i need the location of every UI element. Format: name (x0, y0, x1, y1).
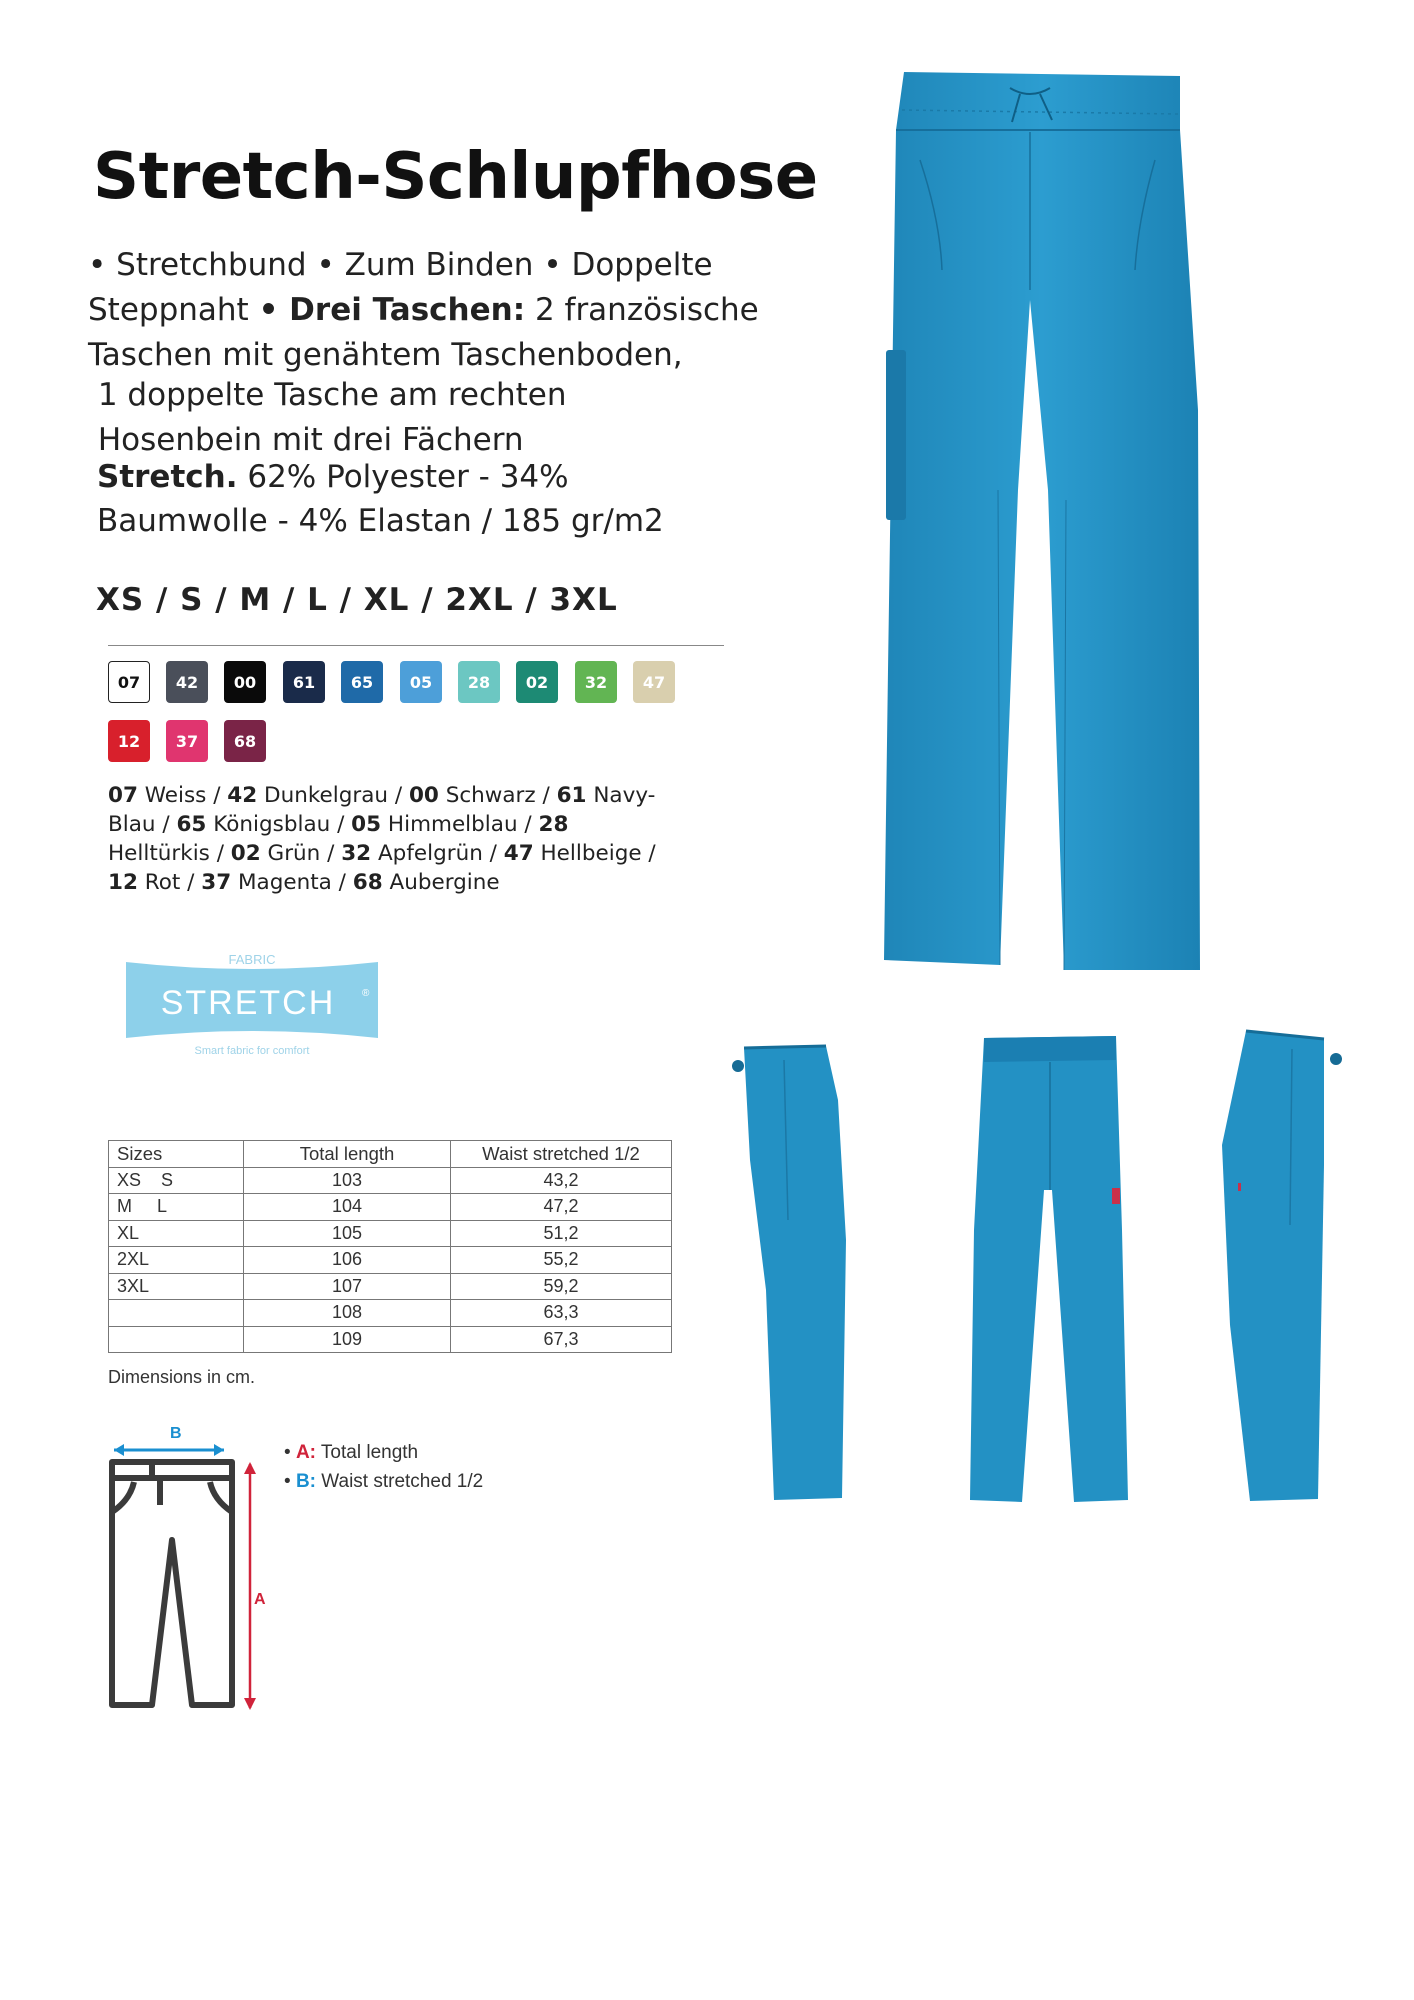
table-row (109, 1300, 672, 1327)
color-name: Königsblau / (206, 812, 352, 837)
description-line: Steppnaht • Drei Taschen: 2 französische (88, 292, 759, 328)
legend-item-a: • A: Total length (284, 1442, 419, 1463)
color-swatch: 12 (108, 720, 150, 762)
pants-outline-icon (112, 1462, 232, 1705)
color-swatch: 61 (283, 661, 325, 703)
table-cell: 55,2 (451, 1247, 672, 1274)
color-code: 61 (556, 783, 587, 808)
color-code: 28 (538, 812, 569, 837)
table-cell: 103 (244, 1167, 451, 1194)
description-line: 1 doppelte Tasche am rechten (88, 377, 567, 413)
product-image-side-right (1212, 1025, 1348, 1503)
table-cell: XL (109, 1220, 244, 1247)
color-name: Himmelblau / (381, 812, 539, 837)
logo-tagline: Smart fabric for comfort (194, 1045, 310, 1056)
color-swatch: 32 (575, 661, 617, 703)
color-code: 05 (351, 812, 382, 837)
color-name: Hellbeige / (533, 841, 656, 866)
divider (108, 645, 724, 646)
color-name: Schwarz / (438, 783, 557, 808)
color-name: Rot / (137, 870, 202, 895)
table-cell: 106 (244, 1247, 451, 1274)
table-cell: 63,3 (451, 1300, 672, 1327)
table-cell: 51,2 (451, 1220, 672, 1247)
table-cell: 43,2 (451, 1167, 672, 1194)
table-cell: 108 (244, 1300, 451, 1327)
table-row (109, 1220, 672, 1247)
color-swatch: 02 (516, 661, 558, 703)
product-image-front (880, 70, 1210, 970)
color-code: 68 (352, 870, 383, 895)
color-name: Weiss / (137, 783, 228, 808)
color-code: 32 (341, 841, 372, 866)
color-name: Aubergine (382, 870, 500, 895)
product-image-side-left (726, 1040, 856, 1502)
color-name: Helltürkis / (108, 841, 231, 866)
description-line: Baumwolle - 4% Elastan / 185 gr/m2 (97, 503, 664, 539)
description-line: Taschen mit genähtem Taschenboden, (88, 337, 683, 373)
table-header: Sizes (109, 1141, 244, 1168)
table-row (109, 1247, 672, 1274)
description-line: Hosenbein mit drei Fächern (88, 422, 524, 458)
color-code: 47 (503, 841, 534, 866)
description-line: • Stretchbund • Zum Binden • Doppelte (88, 247, 713, 283)
table-cell (109, 1300, 244, 1327)
table-header: Total length (244, 1141, 451, 1168)
color-swatch: 68 (224, 720, 266, 762)
label-b: B (170, 1425, 182, 1442)
color-swatch: 05 (400, 661, 442, 703)
size-table (108, 1140, 672, 1353)
label-a: A (254, 1591, 266, 1608)
table-row (109, 1194, 672, 1221)
table-cell: 2XL (109, 1247, 244, 1274)
color-name: Magenta / (231, 870, 353, 895)
color-swatch: 37 (166, 720, 208, 762)
stretch-fabric-logo (124, 948, 380, 1056)
measurement-diagram (100, 1420, 270, 1720)
sizes-list: XS / S / M / L / XL / 2XL / 3XL (96, 582, 618, 618)
color-name: Dunkelgrau / (257, 783, 409, 808)
color-swatch: 28 (458, 661, 500, 703)
table-cell: XS S (109, 1167, 244, 1194)
table-cell: 47,2 (451, 1194, 672, 1221)
logo-fabric-text: FABRIC (228, 952, 276, 967)
table-cell: 67,3 (451, 1326, 672, 1353)
table-row (109, 1167, 672, 1194)
color-code: 07 (108, 783, 138, 808)
product-image-back (964, 1030, 1134, 1505)
table-cell (109, 1326, 244, 1353)
color-code: 37 (201, 870, 232, 895)
table-row (109, 1273, 672, 1300)
table-cell: 109 (244, 1326, 451, 1353)
color-code: 00 (408, 783, 439, 808)
color-name: Apfelgrün / (371, 841, 504, 866)
color-swatch: 42 (166, 661, 208, 703)
logo-registered: ® (362, 988, 370, 999)
color-code: 65 (176, 812, 207, 837)
table-header: Waist stretched 1/2 (451, 1141, 672, 1168)
color-names (108, 781, 668, 897)
table-cell: 104 (244, 1194, 451, 1221)
color-swatch: 07 (108, 661, 150, 703)
color-swatch: 00 (224, 661, 266, 703)
table-cell: 59,2 (451, 1273, 672, 1300)
table-row (109, 1326, 672, 1353)
color-name: Grün / (260, 841, 342, 866)
table-cell: 3XL (109, 1273, 244, 1300)
color-code: 02 (230, 841, 261, 866)
table-cell: 107 (244, 1273, 451, 1300)
logo-stretch-text: STRETCH (160, 984, 336, 1022)
dimensions-note: Dimensions in cm. (108, 1367, 256, 1387)
page-title: Stretch-Schlupfhose (93, 140, 818, 214)
description-line: Stretch. 62% Polyester - 34% (97, 459, 569, 495)
color-code: 12 (108, 870, 138, 895)
table-header-row (109, 1141, 672, 1168)
color-swatch: 47 (633, 661, 675, 703)
length-arrow (244, 1462, 256, 1710)
legend-item-b: • B: Waist stretched 1/2 (284, 1471, 484, 1492)
table-cell: M L (109, 1194, 244, 1221)
color-code: 42 (227, 783, 258, 808)
color-swatch: 65 (341, 661, 383, 703)
color-name: Navy-Blau / (108, 783, 656, 837)
table-cell: 105 (244, 1220, 451, 1247)
waist-arrow (114, 1444, 224, 1456)
